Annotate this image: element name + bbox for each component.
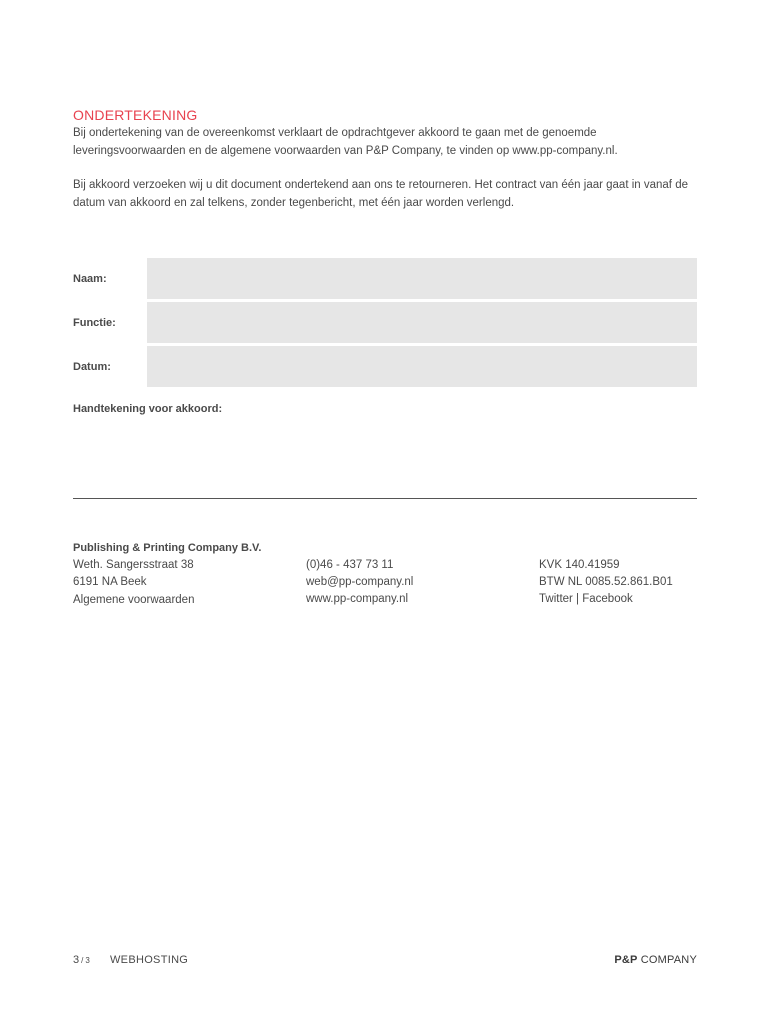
signature-area[interactable] — [73, 420, 697, 498]
page-separator: / — [81, 956, 84, 965]
footer-column-address — [73, 540, 261, 609]
brand-rest: COMPANY — [637, 954, 697, 966]
document-name: WEBHOSTING — [110, 954, 189, 966]
kvk-number: KVK 140.41959 — [539, 559, 620, 571]
website-link[interactable]: www.pp-company.nl — [306, 593, 409, 606]
signature-line — [73, 498, 697, 499]
page-current: 3 — [73, 954, 80, 966]
email-link[interactable]: web@pp-company.nl — [306, 576, 414, 589]
footer-column-contact — [306, 557, 413, 609]
company-name: Publishing & Printing Company B.V. — [73, 542, 262, 554]
datum-field[interactable] — [147, 346, 697, 387]
naam-field[interactable] — [147, 258, 697, 299]
signature-label: Handtekening voor akkoord: — [73, 403, 223, 415]
return-paragraph: Bij akkoord verzoeken wij u dit document ondertekend aan ons te retourneren. Het contract van één jaar gaat in vanaf de datum van akkoord en zal telkens, zonder tegenbericht, met één jaar worden verlengd. — [73, 179, 688, 209]
agreement-paragraph: Bij ondertekening van de overeenkomst verklaart de opdrachtgever akkoord te gaan met de genoemde leveringsvoorwaarden en de algemene voorwaarden van P&P Company, te vinden op www.pp-company.nl. — [73, 127, 618, 157]
terms-link[interactable]: Algemene voorwaarden — [73, 593, 195, 606]
naam-label: Naam: — [73, 272, 107, 285]
address-street: Weth. Sangersstraat 38 — [73, 559, 194, 572]
social-links[interactable]: Twitter | Facebook — [539, 593, 633, 606]
footer-column-registration — [539, 557, 673, 609]
functie-label: Functie: — [73, 316, 116, 329]
btw-number: BTW NL 0085.52.861.B01 — [539, 576, 673, 589]
datum-label: Datum: — [73, 360, 111, 373]
functie-row — [73, 302, 697, 343]
phone-number: (0)46 - 437 73 11 — [306, 559, 394, 571]
datum-row — [73, 346, 697, 387]
address-city: 6191 NA Beek — [73, 576, 147, 589]
brand-bold: P&P — [614, 954, 638, 966]
page-number — [73, 954, 90, 966]
brand-logo — [614, 954, 697, 966]
section-title: ONDERTEKENING — [73, 107, 198, 123]
page-footer-bar — [73, 954, 697, 970]
naam-row — [73, 258, 697, 299]
page-total: 3 — [85, 956, 90, 965]
functie-field[interactable] — [147, 302, 697, 343]
